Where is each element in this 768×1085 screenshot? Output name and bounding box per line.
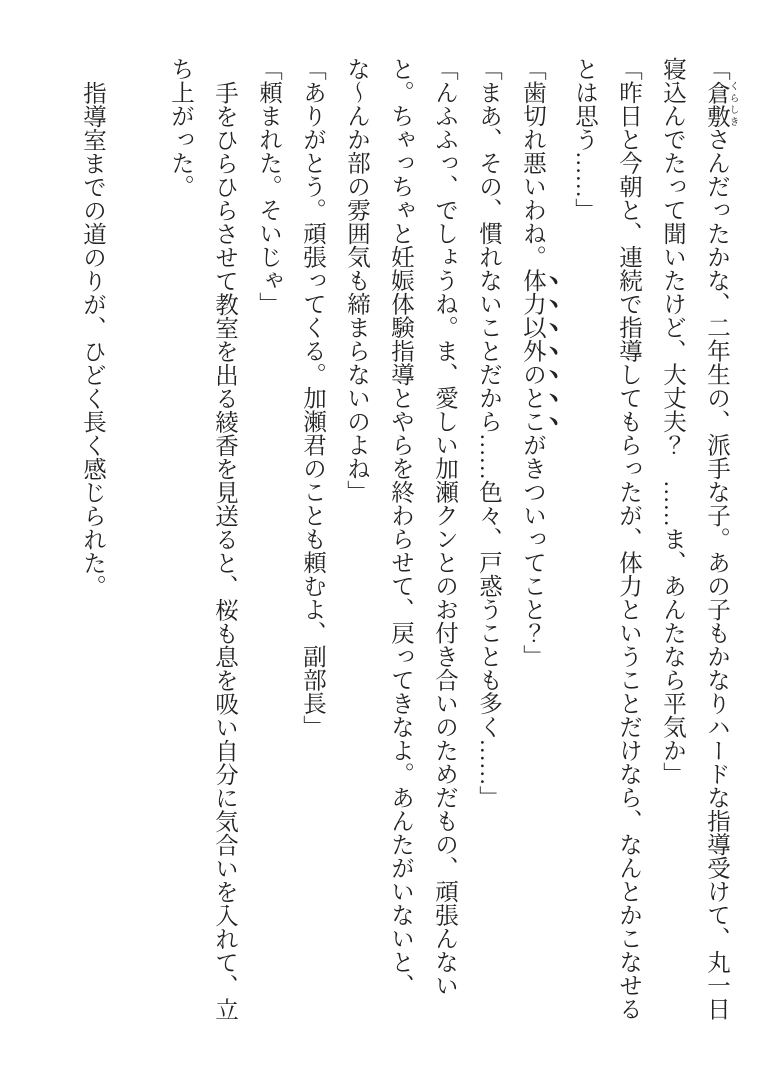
dialogue-nfufu: 「んふふっ、でしょうね。ま、愛しい加瀬クンとのお付き合いのためだもの、頑張んないと。ちゃっちゃと妊娠体験指導とやらを終わらせて、戻ってきなよ。あんたがいないと、な〜んか部の雰囲気も締まらないのよね」	[343, 57, 457, 997]
narration-long-road: 指導室までの道のりが、ひどく長く感じられた。	[79, 80, 105, 598]
vertical-text-flow	[70, 57, 738, 1032]
emphasized-text: 体力以外のとこ	[519, 268, 545, 433]
narration-wave-hand: 手をひらひらさせて教室を出る綾香を見送ると、桜も息を吸い自分に気合いを入れて、立ち上がった。	[167, 57, 237, 1021]
dialogue-yesterday-today: 「昨日と今朝と、連続で指導してもらったが、体力ということだけなら、なんとかこなせるとは思う……」	[571, 57, 641, 1021]
dialogue-maa-sono: 「まあ、その、慣れないことだから……色々、戸惑うことも多く……」	[475, 57, 501, 809]
dialogue-kurashiki: 「倉敷くらしきさんだったかな、二年生の、派手な子。あの子もかなりハードな指導受けて、丸一日寝込んでたって聞いたけど、大丈夫？ ……ま、あんたなら平気か」	[659, 57, 739, 1021]
blank-line	[114, 57, 158, 1032]
dialogue-tanomareta: 「頼まれた。そいじゃ」	[255, 57, 281, 316]
dialogue-hagire: 「歯切れ悪いわね。体力以外のとこがきついってこと？」	[519, 57, 545, 668]
ruby-annotated-text: 倉敷くらしき	[703, 80, 739, 128]
dialogue-arigatou: 「ありがとう。頑張ってくる。加瀬君のことも頼むよ、副部長」	[299, 57, 325, 739]
